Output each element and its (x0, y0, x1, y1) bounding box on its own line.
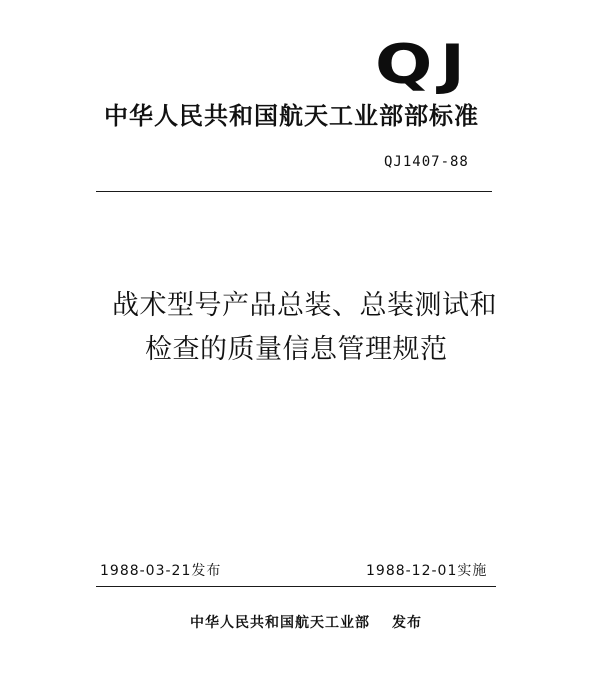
standard-code: QJ1407-88 (384, 154, 469, 170)
publisher-name: 中华人民共和国航天工业部 (190, 615, 370, 631)
publisher-verb: 发布 (392, 615, 422, 631)
qj-logo: QJ (375, 33, 473, 96)
title-line-1: 战术型号产品总装、总装测试和 (112, 290, 497, 321)
effective-date: 1988-12-01实施 (366, 563, 488, 579)
bottom-divider (96, 586, 496, 587)
release-date: 1988-03-21发布 (100, 563, 222, 579)
publisher (190, 616, 422, 630)
document-title (112, 284, 497, 372)
title-line-2: 检查的质量信息管理规范 (145, 334, 448, 365)
top-divider (96, 191, 492, 192)
issuer-title: 中华人民共和国航天工业部部标准 (104, 102, 479, 130)
